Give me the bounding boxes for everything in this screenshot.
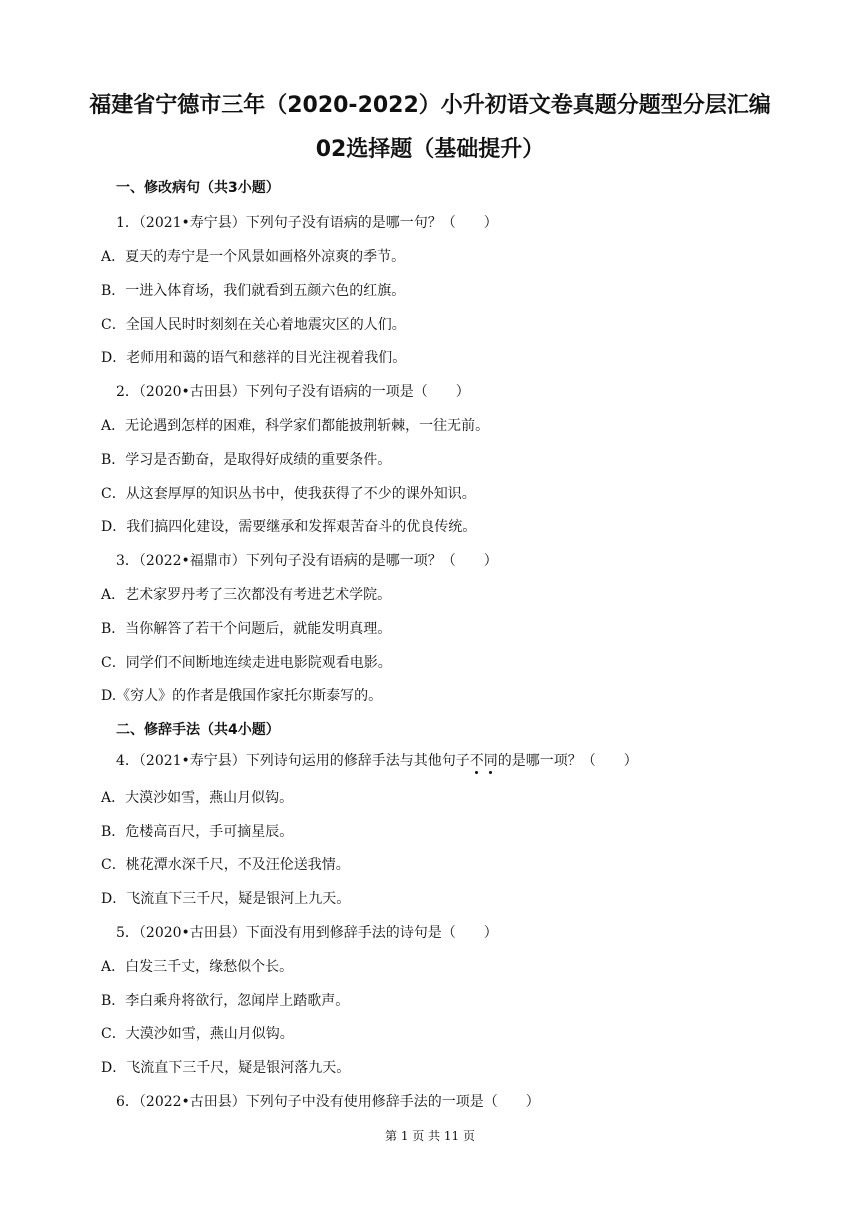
document-title-line-2: 02选择题（基础提升）: [315, 137, 545, 162]
answer-option: C．同学们不间断地连续走进电影院观看电影。: [101, 655, 392, 671]
question-text: 1．（2021•寿宁县）下列句子没有语病的是哪一句？（ ）: [116, 215, 498, 231]
emphasis-dot-char: 不: [469, 753, 484, 769]
question-text: 2．（2020•古田县）下列句子没有语病的一项是（ ）: [116, 384, 470, 400]
page-footer: 第 1 页 共 11 页: [385, 1129, 475, 1143]
answer-option: D．飞流直下三千尺，疑是银河落九天。: [101, 1060, 351, 1076]
question-text-part: 的是哪一项？（ ）: [497, 753, 638, 769]
answer-option: C．从这套厚厚的知识丛书中，使我获得了不少的课外知识。: [101, 486, 476, 502]
section-heading: 二、修辞手法（共4小题）: [116, 722, 280, 738]
answer-option: B．危楼高百尺，手可摘星辰。: [101, 824, 294, 840]
answer-option: A．夏天的寿宁是一个风景如画格外凉爽的季节。: [101, 249, 406, 265]
answer-option: C．大漠沙如雪，燕山月似钩。: [101, 1026, 294, 1042]
answer-option: B．一进入体育场，我们就看到五颜六色的红旗。: [101, 283, 406, 299]
answer-option: A．大漠沙如雪，燕山月似钩。: [101, 790, 294, 806]
question-text: [116, 751, 638, 771]
answer-option: C．桃花潭水深千尺，不及汪伦送我情。: [101, 857, 350, 873]
answer-option: B．当你解答了若干个问题后，就能发明真理。: [101, 621, 392, 637]
answer-option: D.《穷人》的作者是俄国作家托尔斯泰写的。: [101, 688, 383, 704]
answer-option: B．李白乘舟将欲行，忽闻岸上踏歌声。: [101, 993, 350, 1009]
answer-option: D．老师用和蔼的语气和慈祥的目光注视着我们。: [101, 350, 407, 366]
answer-option: A．白发三千丈，缘愁似个长。: [101, 959, 294, 975]
answer-option: D．我们搞四化建设，需要继承和发挥艰苦奋斗的优良传统。: [101, 519, 477, 535]
emphasis-dot-char: 同: [483, 753, 498, 769]
answer-option: A．无论遇到怎样的困难，科学家们都能披荆斩棘，一往无前。: [101, 418, 490, 434]
answer-option: B．学习是否勤奋，是取得好成绩的重要条件。: [101, 452, 392, 468]
question-text: 5．（2020•古田县）下面没有用到修辞手法的诗句是（ ）: [116, 925, 498, 941]
question-text: 6．（2022•古田县）下列句子中没有使用修辞手法的一项是（ ）: [116, 1094, 540, 1110]
question-text: 3．（2022•福鼎市）下列句子没有语病的是哪一项？（ ）: [116, 553, 498, 569]
answer-option: C．全国人民时时刻刻在关心着地震灾区的人们。: [101, 317, 406, 333]
question-text-part: 4．（2021•寿宁县）下列诗句运用的修辞手法与其他句子: [116, 753, 470, 769]
answer-option: D．飞流直下三千尺，疑是银河上九天。: [101, 891, 351, 907]
section-heading: 一、修改病句（共3小题）: [116, 180, 280, 196]
answer-option: A．艺术家罗丹考了三次都没有考进艺术学院。: [101, 587, 392, 603]
document-title-line-1: 福建省宁德市三年（2020-2022）小升初语文卷真题分题型分层汇编: [89, 93, 771, 118]
